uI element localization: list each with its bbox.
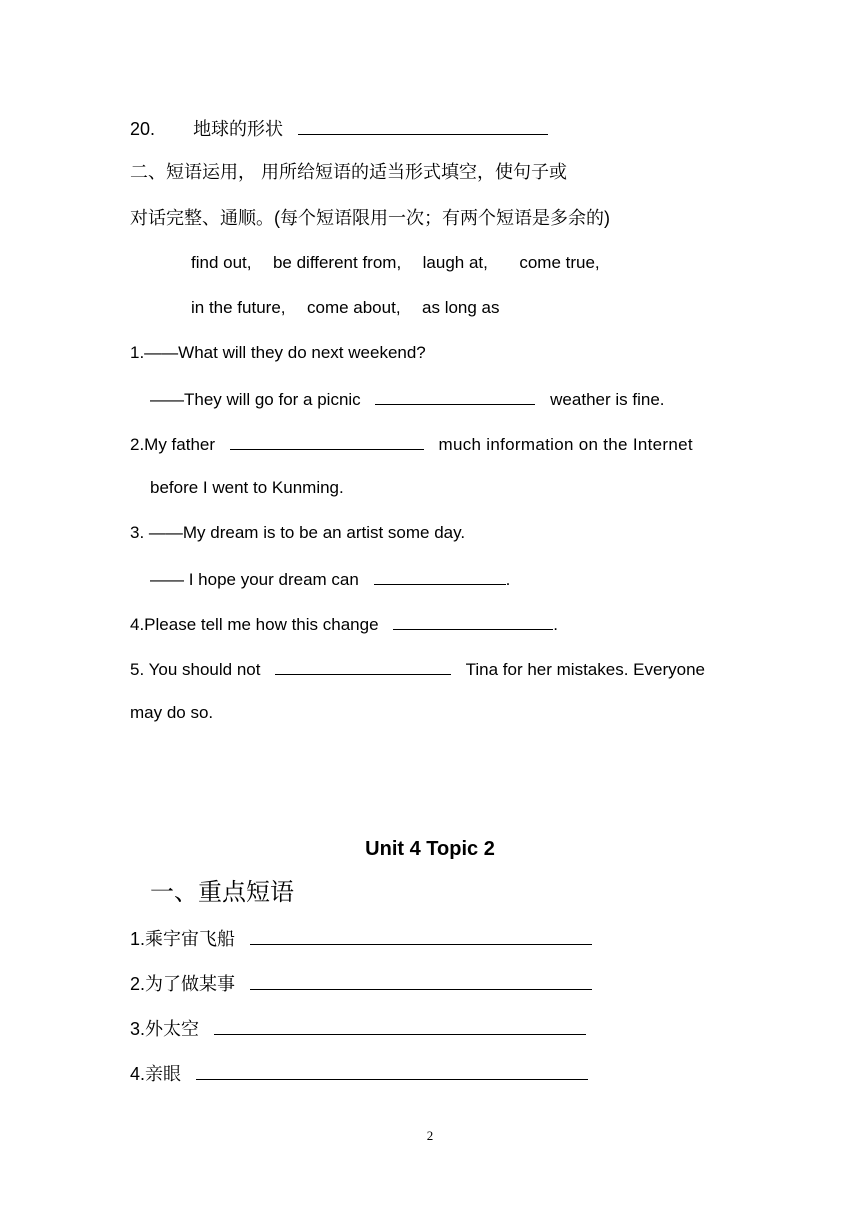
key-phrase-1 xyxy=(130,926,596,951)
unit-title: Unit 4 Topic 2 xyxy=(365,838,495,860)
section-heading-line1: 二、短语运用， 用所给短语的适当形式填空，使句子或 xyxy=(130,162,567,182)
item-text: weather is fine. xyxy=(550,390,665,409)
phrase-item: in the future, xyxy=(191,298,286,317)
item-4 xyxy=(130,611,558,637)
item-5-continued: may do so. xyxy=(130,703,214,722)
answer-blank[interactable] xyxy=(250,926,592,945)
item-text: much information on the Internet xyxy=(438,435,693,454)
phrase-label: 4.亲眼 xyxy=(130,1064,182,1084)
item-text: ——They will go for a picnic xyxy=(150,390,361,409)
phrase-bank-row1 xyxy=(191,251,600,275)
item-text: Tina for her mistakes. Everyone xyxy=(465,660,705,679)
key-phrase-4 xyxy=(130,1061,592,1086)
phrase-item: be different from, xyxy=(272,253,402,272)
answer-blank[interactable] xyxy=(250,971,592,990)
phrase-item: as long as xyxy=(422,298,500,317)
phrase-item: come true, xyxy=(519,253,600,272)
item-text: 2.My father xyxy=(130,435,216,454)
item-2-continued: before I went to Kunming. xyxy=(150,478,344,497)
answer-blank[interactable] xyxy=(393,611,553,630)
phrase-item: laugh at, xyxy=(422,253,488,272)
phrase-item: find out, xyxy=(191,253,252,272)
question-20 xyxy=(130,116,552,141)
answer-blank[interactable] xyxy=(214,1016,586,1035)
item-text: 5. You should not xyxy=(130,660,261,679)
question-text: 地球的形状 xyxy=(193,119,284,139)
key-phrase-2 xyxy=(130,971,596,996)
phrase-item: come about, xyxy=(306,298,401,317)
section-heading-line2: 对话完整、通顺。(每个短语限用一次；有两个短语是多余的) xyxy=(130,208,610,228)
phrase-bank-row2 xyxy=(191,296,500,320)
answer-blank[interactable] xyxy=(298,116,548,135)
phrase-label: 2.为了做某事 xyxy=(130,974,236,994)
question-number: 20. xyxy=(130,119,156,139)
item-3-question: 3. ——My dream is to be an artist some day. xyxy=(130,523,466,542)
answer-blank[interactable] xyxy=(230,431,424,450)
item-2 xyxy=(130,431,693,457)
answer-blank[interactable] xyxy=(275,656,451,675)
section-heading: 一、重点短语 xyxy=(150,879,294,906)
item-3-answer xyxy=(150,566,510,592)
item-1-answer xyxy=(150,386,665,412)
answer-blank[interactable] xyxy=(374,566,506,585)
item-1-question: 1.——What will they do next weekend? xyxy=(130,343,426,362)
page-number: 2 xyxy=(426,1128,434,1143)
item-text: . xyxy=(553,615,559,634)
phrase-label: 3.外太空 xyxy=(130,1019,200,1039)
key-phrase-3 xyxy=(130,1016,590,1041)
answer-blank[interactable] xyxy=(196,1061,588,1080)
item-text: . xyxy=(505,570,511,589)
item-text: 4.Please tell me how this change xyxy=(130,615,379,634)
item-5 xyxy=(130,656,705,682)
answer-blank[interactable] xyxy=(375,386,535,405)
item-text: —— I hope your dream can xyxy=(150,570,359,589)
phrase-label: 1.乘宇宙飞船 xyxy=(130,929,236,949)
